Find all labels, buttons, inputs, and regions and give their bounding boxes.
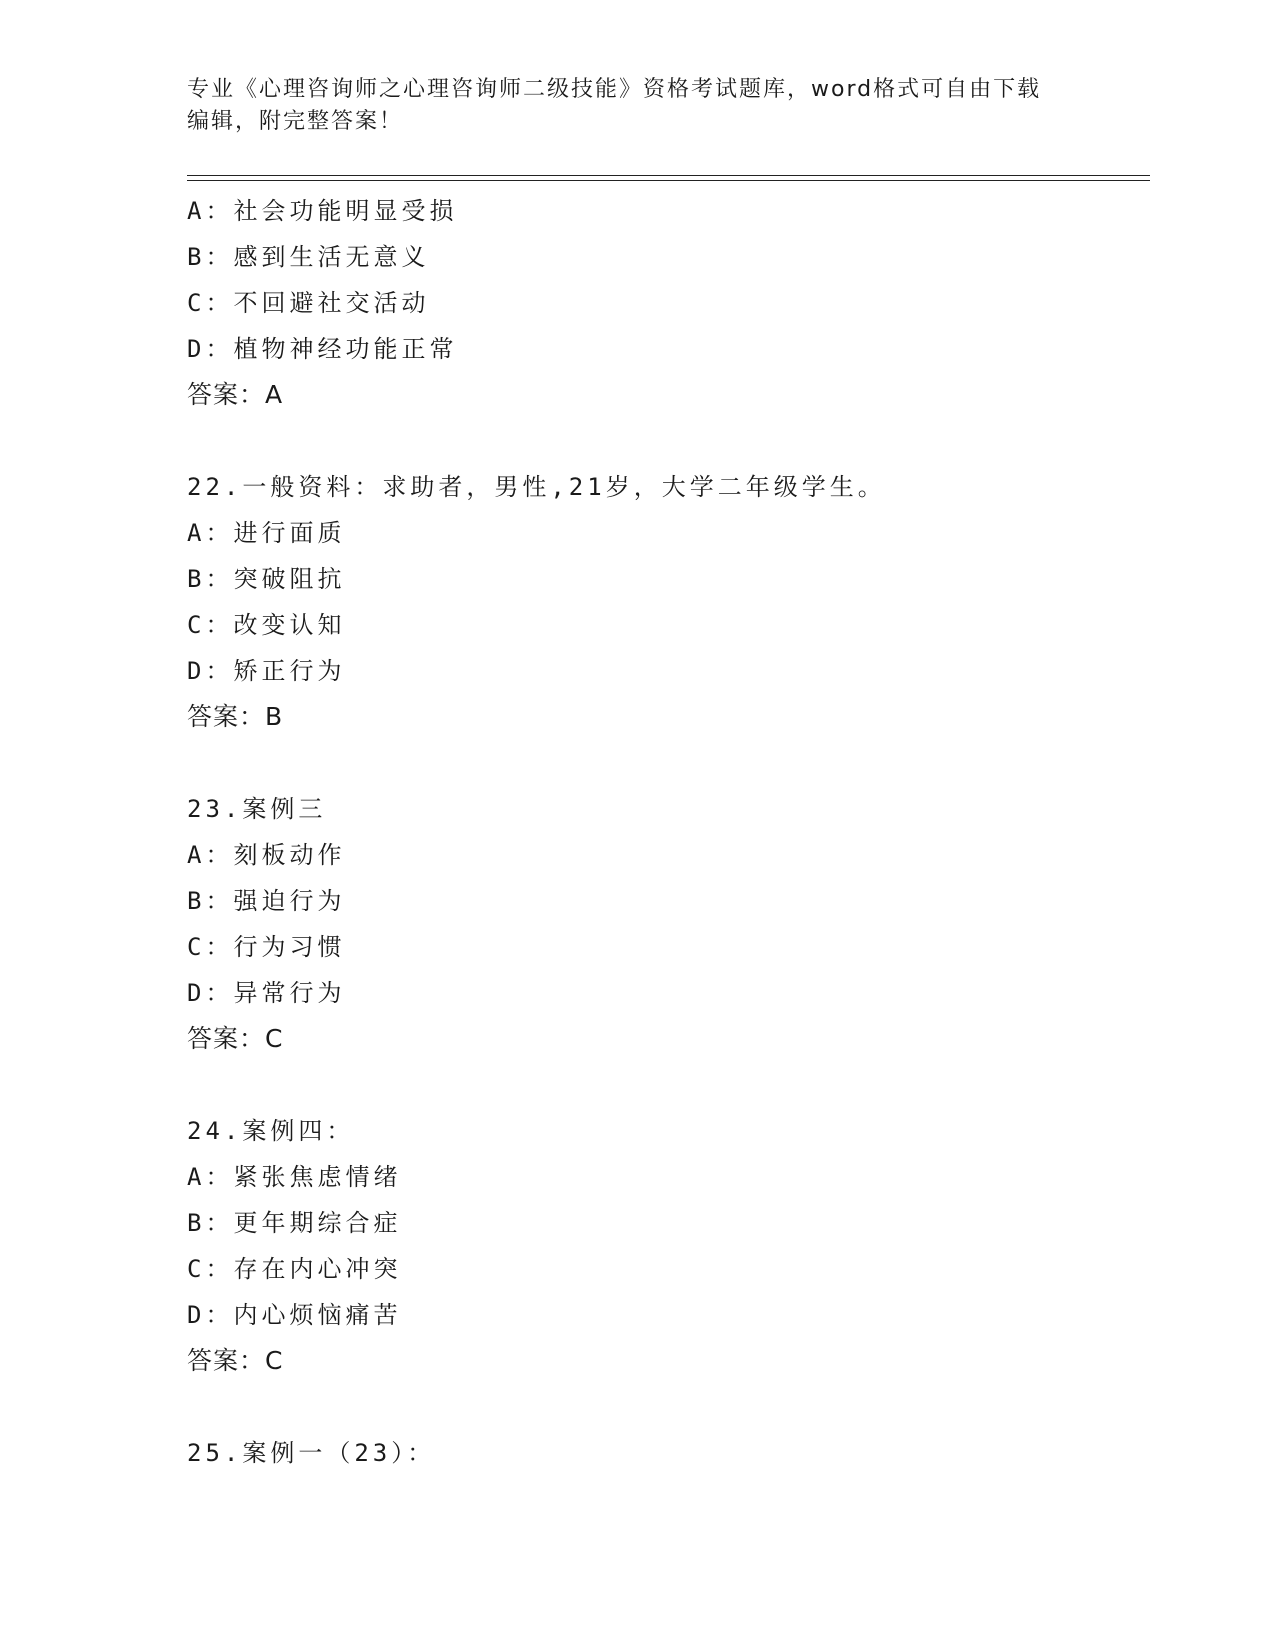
answer-line: 答案：B — [187, 702, 284, 731]
question-block — [187, 1108, 1147, 1384]
header-divider-bottom — [187, 180, 1150, 181]
option-c: C：行为习惯 — [187, 933, 346, 961]
question-block — [187, 188, 1147, 418]
spacer — [187, 740, 1147, 786]
option-d: D：植物神经功能正常 — [187, 335, 458, 363]
option-b: B：突破阻抗 — [187, 565, 346, 593]
question-text: 24.案例四： — [187, 1117, 355, 1145]
document-header — [187, 74, 1087, 138]
header-line-1: 专业《心理咨询师之心理咨询师二级技能》资格考试题库，word格式可自由下载 — [187, 77, 1042, 102]
question-block — [187, 786, 1147, 1062]
option-b: B：强迫行为 — [187, 887, 346, 915]
question-text: 23.案例三 — [187, 795, 327, 823]
question-list — [187, 188, 1147, 1476]
option-c: C：存在内心冲突 — [187, 1255, 402, 1283]
question-text: 22.一般资料：求助者，男性,21岁，大学二年级学生。 — [187, 473, 886, 501]
option-a: A：进行面质 — [187, 519, 346, 547]
spacer — [187, 1384, 1147, 1430]
option-c: C：改变认知 — [187, 611, 346, 639]
answer-line: 答案：A — [187, 380, 284, 409]
header-line-2: 编辑，附完整答案！ — [187, 109, 404, 134]
option-d: D：矫正行为 — [187, 657, 346, 685]
option-b: B：更年期综合症 — [187, 1209, 402, 1237]
spacer — [187, 1062, 1147, 1108]
option-b: B：感到生活无意义 — [187, 243, 430, 271]
question-block — [187, 464, 1147, 740]
question-block — [187, 1430, 1147, 1476]
option-d: D：内心烦恼痛苦 — [187, 1301, 402, 1329]
spacer — [187, 418, 1147, 464]
header-divider-top — [187, 175, 1150, 176]
option-a: A：社会功能明显受损 — [187, 197, 458, 225]
option-c: C：不回避社交活动 — [187, 289, 430, 317]
answer-line: 答案：C — [187, 1024, 284, 1053]
option-d: D：异常行为 — [187, 979, 346, 1007]
answer-line: 答案：C — [187, 1346, 284, 1375]
option-a: A：刻板动作 — [187, 841, 346, 869]
question-text: 25.案例一（23）： — [187, 1439, 436, 1467]
option-a: A：紧张焦虑情绪 — [187, 1163, 402, 1191]
